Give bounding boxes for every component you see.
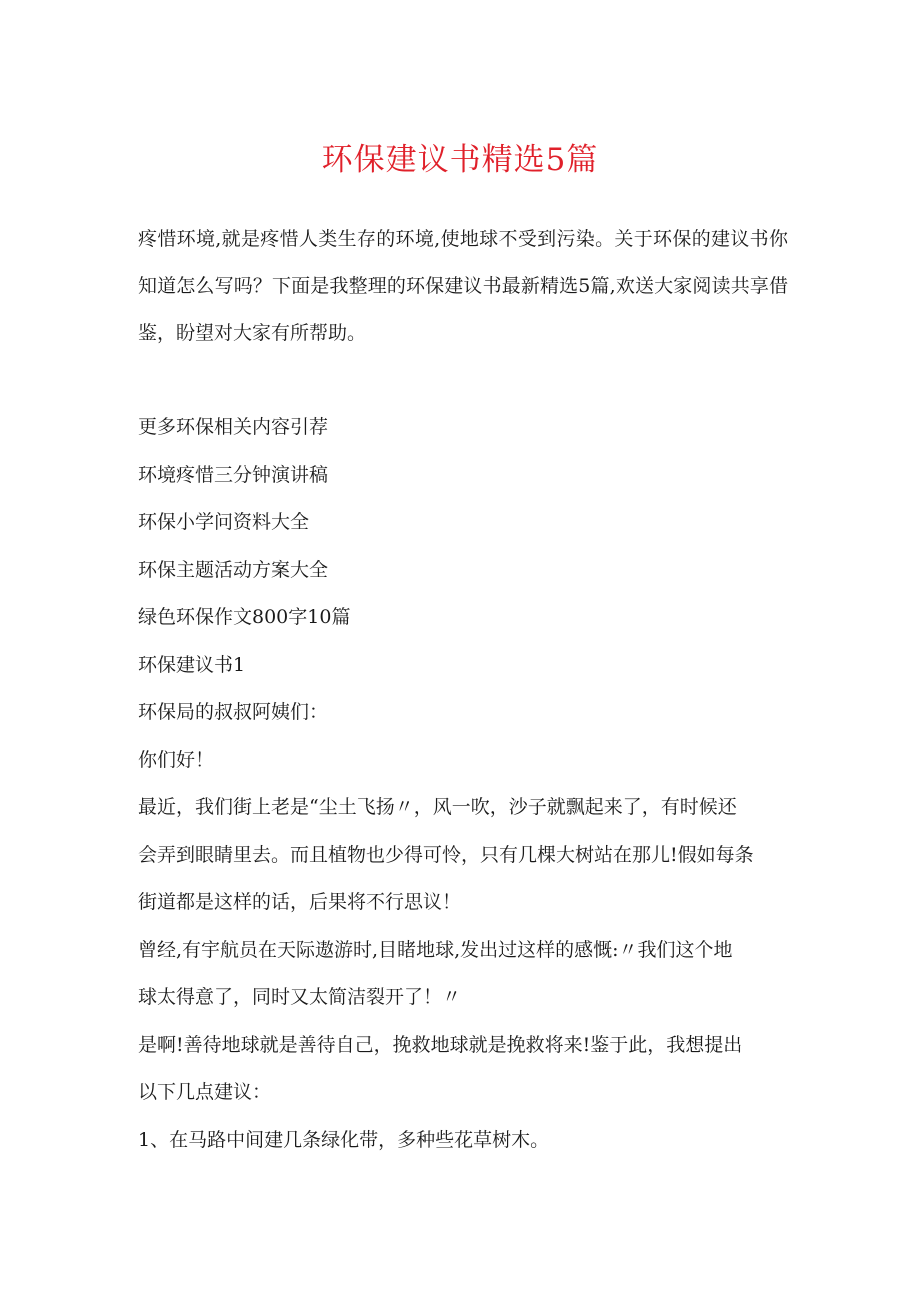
document-title: 环保建议书精选5篇 bbox=[321, 142, 599, 178]
text-line: 曾经,有宇航员在天际遨游时,目睹地球,发出过这样的感慨:〃我们这个地 bbox=[138, 938, 733, 961]
text-line: 是啊!善待地球就是善待自己，挽救地球就是挽救将来!鉴于此，我想提出 bbox=[138, 1033, 743, 1056]
text-line: 球太得意了，同时又太简洁裂开了！〃 bbox=[138, 986, 462, 1008]
text-line: 环保建议书1 bbox=[138, 653, 246, 676]
text-line: 环保主题活动方案大全 bbox=[138, 558, 329, 581]
text-line: 街道都是这样的话，后果将不行思议！ bbox=[138, 891, 462, 913]
text-line: 以下几点建议： bbox=[138, 1081, 272, 1103]
text-line: 1、在马路中间建几条绿化带，多种些花草树木。 bbox=[138, 1128, 550, 1151]
text-line: 环境疼惜三分钟演讲稿 bbox=[138, 463, 329, 486]
text-line: 会弄到眼睛里去。而且植物也少得可怜，只有几棵大树站在那儿!假如每条 bbox=[138, 843, 754, 866]
text-line: 环保局的叔叔阿姨们： bbox=[138, 701, 329, 723]
body-text bbox=[138, 404, 788, 1164]
intro-paragraph: 疼惜环境,就是疼惜人类生存的环境,使地球不受到污染。关于环保的建议书你知道怎么写吗？下面是我整理的环保建议书最新精选5篇,欢送大家阅读共享借鉴，盼望对大家有所帮助。 bbox=[138, 228, 788, 344]
text-line: 你们好！ bbox=[138, 748, 215, 771]
text-line: 最近，我们街上老是“尘土飞扬〃，风一吹，沙子就飘起来了，有时候还 bbox=[138, 796, 737, 818]
text-line: 更多环保相关内容引荐 bbox=[138, 416, 329, 438]
text-line: 绿色环保作文800字10篇 bbox=[138, 606, 351, 628]
text-line: 环保小学问资料大全 bbox=[138, 511, 310, 533]
